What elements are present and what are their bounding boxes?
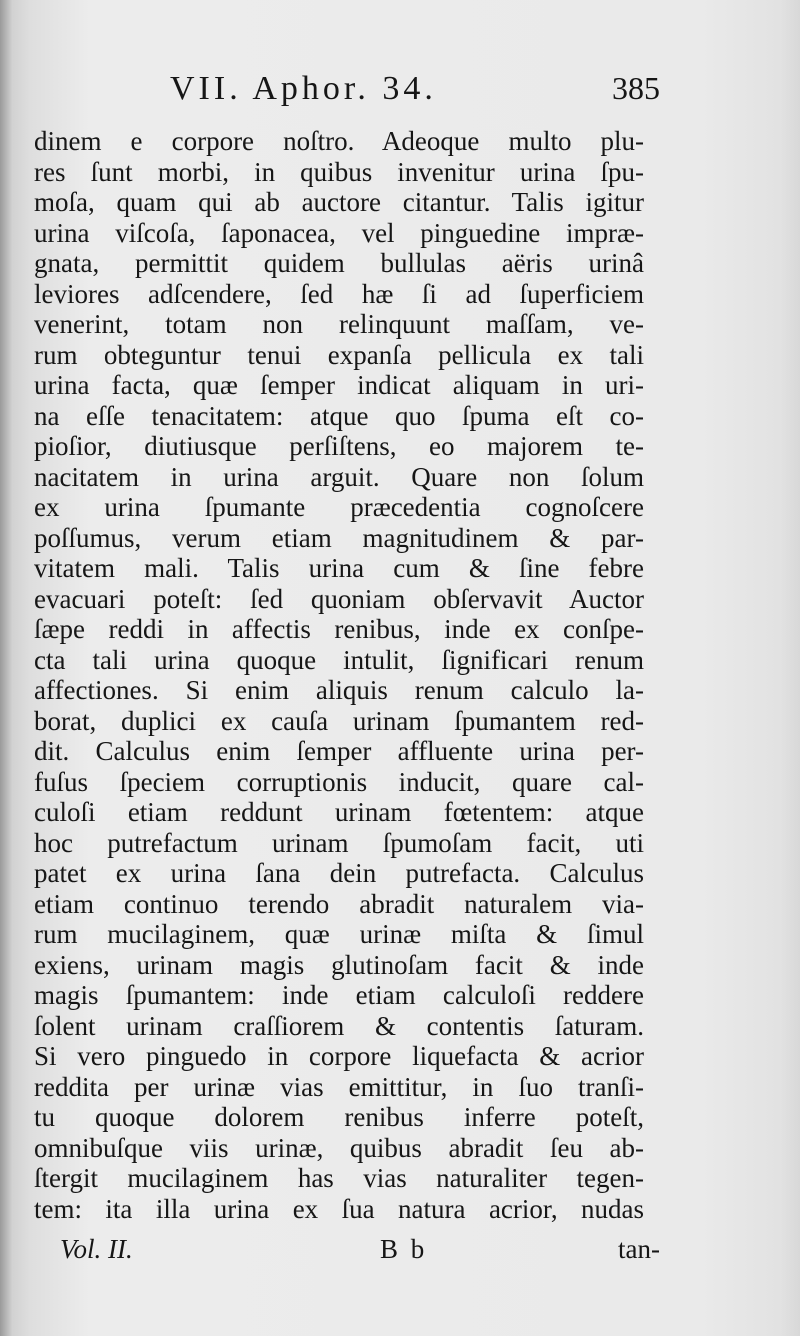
text-line: dit. Calculus enim ſemper affluente urina per- (34, 736, 644, 766)
text-line: exiens, urinam magis glutinoſam facit & inde (34, 949, 644, 980)
text-line: tu quoque dolorem renibus inferre poteſt, (34, 1102, 644, 1132)
text-line: borat, duplici ex cauſa urinam ſpumantem red- (34, 705, 644, 736)
text-line: urina viſcoſa, ſaponacea, vel pinguedine impræ- (34, 217, 644, 248)
text-line: patet ex urina ſana dein putrefacta. Calculus (34, 858, 644, 888)
signature-mark: B b (380, 1234, 428, 1264)
text-line: evacuari poteſt: ſed quoniam obſervavit Auctor (34, 583, 644, 614)
catchword: tan- (618, 1234, 660, 1264)
page-gutter-shadow (0, 0, 12, 1336)
text-line: Si vero pinguedo in corpore liquefacta & acrior (34, 1041, 644, 1071)
text-line: hoc putrefactum urinam ſpumoſam facit, uti (34, 827, 644, 858)
body-text (34, 126, 644, 1224)
text-line: reddita per urinæ vias emittitur, in ſuo tranſi- (34, 1071, 644, 1102)
text-line: omnibuſque viis urinæ, quibus abradit ſeu ab- (34, 1132, 644, 1163)
text-line: moſa, quam qui ab auctore citantur. Talis igitur (34, 187, 644, 217)
text-line: venerint, totam non relinquunt maſſam, ve- (34, 309, 644, 339)
text-line: ſtergit mucilaginem has vias naturaliter tegen- (34, 1163, 644, 1193)
text-line: urina facta, quæ ſemper indicat aliquam in uri- (34, 370, 644, 400)
page-footer (60, 1234, 660, 1274)
text-line: ſolent urinam craſſiorem & contentis ſaturam. (34, 1010, 644, 1041)
text-line: rum mucilaginem, quæ urinæ miſta & ſimul (34, 919, 644, 949)
text-line: rum obteguntur tenui expanſa pellicula ex tali (34, 339, 644, 370)
text-line: poſſumus, verum etiam magnitudinem & par- (34, 522, 644, 553)
text-line: cta tali urina quoque intulit, ſignificari renum (34, 644, 644, 675)
text-line: vitatem mali. Talis urina cum & ſine febre (34, 553, 644, 583)
text-line: tem: ita illa urina ex ſua natura acrior, nudas (34, 1193, 644, 1224)
text-line: ſæpe reddi in affectis renibus, inde ex conſpe- (34, 614, 644, 644)
text-line: gnata, permittit quidem bullulas aëris urinâ (34, 248, 644, 278)
text-line: pioſior, diutiusque perſiſtens, eo majorem te- (34, 431, 644, 461)
page-number: 385 (612, 70, 660, 106)
text-line: culoſi etiam reddunt urinam fœtentem: atque (34, 797, 644, 827)
text-line: res ſunt morbi, in quibus invenitur urina ſpu- (34, 156, 644, 187)
text-line: ex urina ſpumante præcedentia cognoſcere (34, 492, 644, 522)
text-line: etiam continuo terendo abradit naturalem via- (34, 888, 644, 919)
running-head-title: VII. Aphor. 34. (170, 70, 437, 107)
running-head (170, 70, 660, 120)
volume-label: Vol. II. (60, 1234, 133, 1264)
text-line: nacitatem in urina arguit. Quare non ſolum (34, 461, 644, 492)
text-line: leviores adſcendere, ſed hæ ſi ad ſuperficiem (34, 278, 644, 309)
text-line: na eſſe tenacitatem: atque quo ſpuma eſt co- (34, 400, 644, 431)
text-line: fuſus ſpeciem corruptionis inducit, quare cal- (34, 766, 644, 797)
text-line: affectiones. Si enim aliquis renum calculo la- (34, 675, 644, 705)
text-line: magis ſpumantem: inde etiam calculoſi reddere (34, 980, 644, 1010)
text-line: dinem e corpore noſtro. Adeoque multo plu- (34, 126, 644, 156)
